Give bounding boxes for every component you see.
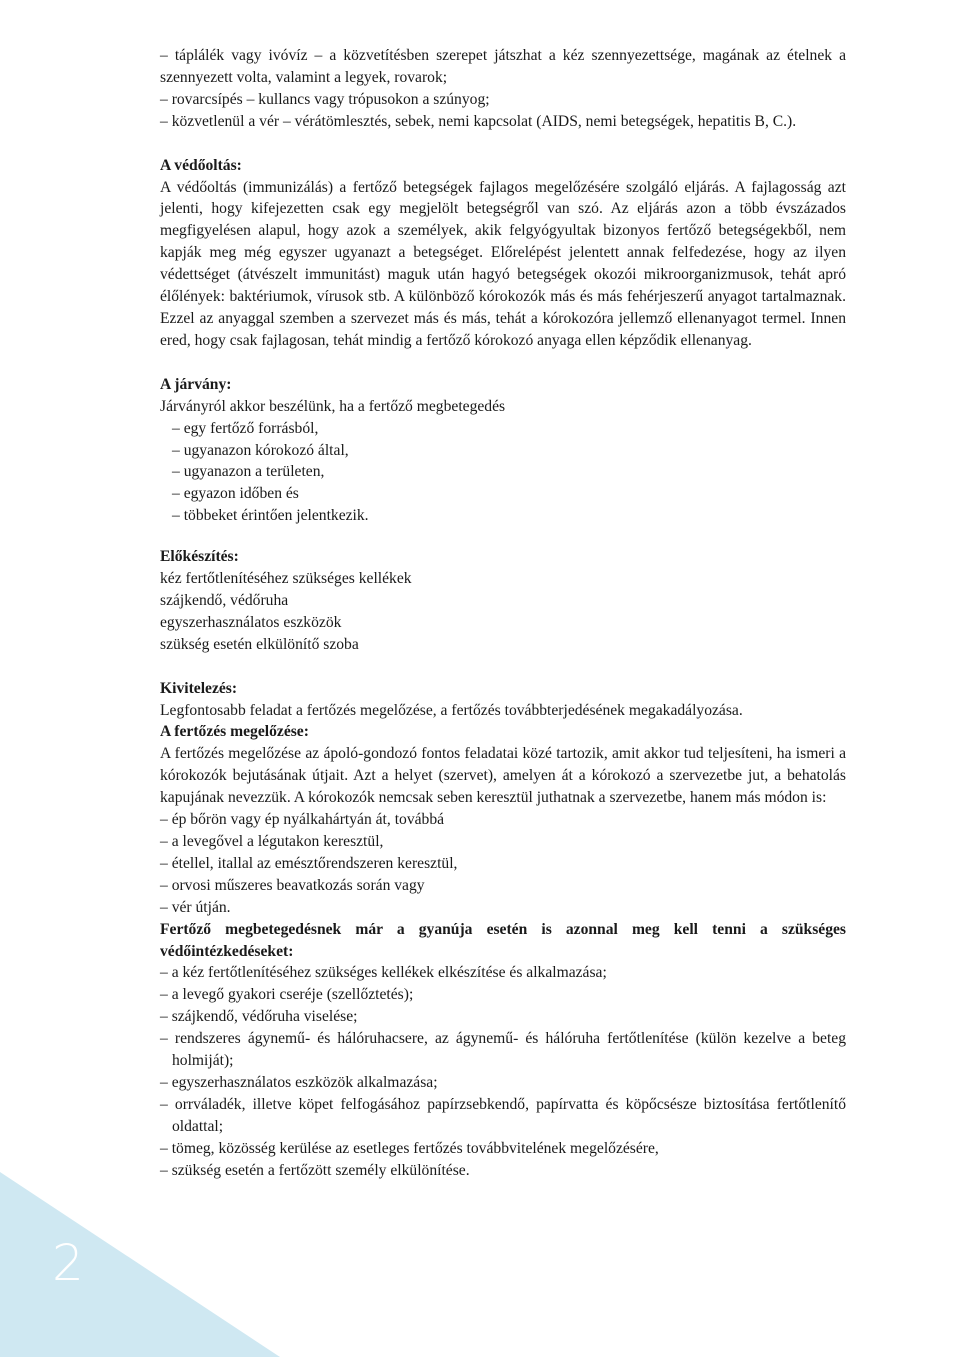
page-number: 2 <box>52 1234 84 1292</box>
paragraph-megelozes: A fertőzés megelőzése az ápoló-gondozó fontos feladatai közé tartozik, amit akkor tud teljesíteni, ha ismeri a kórokozók bejutásának útjait. Azt a helyet (szervet), amelyen át a kórokozó a szervezetbe jut, a behatolás kapujának nevezzük. A kórokozók nemcsak seben keresztül juthatnak a szervezetbe, hanem más módon is: <box>160 745 846 807</box>
section-heading-megelozes: A fertőzés megelőzése: <box>160 723 309 741</box>
list-item: – a levegővel a légutakon keresztül, <box>160 833 384 850</box>
list-item: – egy fertőző forrásból, <box>172 419 319 437</box>
list-item: – étellel, itallal az emésztőrendszeren keresztül, <box>160 854 458 872</box>
section-heading-elokeszites: Előkészítés: <box>160 548 239 566</box>
section-heading-vedooltas: A védőoltás: <box>160 156 242 174</box>
list-item: – a kéz fertőtlenítéséhez szükséges kellékek elkészítése és alkalmazása; <box>160 964 607 982</box>
paragraph-jarvany-intro: Járványról akkor beszélünk, ha a fertőző megbetegedés <box>160 397 506 415</box>
list-item: – többeket érintően jelentkezik. <box>172 507 369 525</box>
list-item: – táplálék vagy ivóvíz – a közvetítésben szerepet játszhat a kéz szennyezettsége, magának az ételnek a szennyezett volta, valamint a legyek, rovarok; <box>160 47 846 86</box>
list-item: – ép bőrön vagy ép nyálkahártyán át, továbbá <box>160 811 445 829</box>
list-item: – szükség esetén a fertőzött személy elkülönítése. <box>160 1161 470 1179</box>
list-item: – rendszeres ágynemű- és hálóruhacsere, az ágynemű- és hálóruha fertőtlenítése (külön kezelve a beteg holmiját); <box>160 1030 846 1070</box>
list-item: – rovarcsípés – kullancs vagy trópusokon a szúnyog; <box>160 90 490 108</box>
list-item: szükség esetén elkülönítő szoba <box>160 635 359 653</box>
list-item: – ugyanazon a területen, <box>172 463 325 481</box>
list-item: szájkendő, védőruha <box>160 591 289 609</box>
list-item: – szájkendő, védőruha viselése; <box>160 1008 358 1026</box>
document-body <box>160 45 846 1182</box>
section-heading-jarvany: A járvány: <box>160 375 232 393</box>
paragraph-kivitelezes: Legfontosabb feladat a fertőzés megelőzése, a fertőzés továbbterjedésének megakadályozása. <box>160 701 743 719</box>
list-item: – orrváladék, illetve köpet felfogásához papírzsebkendő, papírvatta és köpőcsésze biztosítása fertőtlenítő oldattal; <box>160 1095 846 1135</box>
list-item: – egyazon időben és <box>172 485 299 503</box>
list-item: kéz fertőtlenítéséhez szükséges kellékek <box>160 570 412 588</box>
paragraph-vedooltas: A védőoltás (immunizálás) a fertőző betegségek fajlagos megelőzésére szolgáló eljárás. A fajlagosság azt jelenti, hogy kifejezetten csak egy megjelölt betegségről van szó. Az eljárás azon a több évszázados megfigyelésen alapul, hogy azok a személyek, akik felgyógyultak bizonyos fertőző betegségekből, nem kapják meg még egyszer ugyanazt a betegséget. Előrelépést jelentett annak felfedezése, hogy az ilyen védettséget (átvészelt immunitást) maguk után hagyó betegségek okozói mikroorganizmusok, tehát apró élőlények: baktériumok, vírusok stb. A különböző kórokozók más és más fehérjeszerű anyagot tartalmaznak. Ezzel az anyaggal szemben a szervezet más és más, tehát a kórokozóra jellemző ellenanyagot termel. Innen ered, hogy csak fajlagosan, tehát mindig a fertőző kórokozó anyaga ellen képződik ellenanyag. <box>160 178 846 349</box>
list-item: – közvetlenül a vér – vérátömlesztés, sebek, nemi kapcsolat (AIDS, nemi betegségek, hepatitis B, C.). <box>160 112 797 130</box>
list-item: – ugyanazon kórokozó által, <box>172 441 349 459</box>
list-item: – orvosi műszeres beavatkozás során vagy <box>160 876 425 894</box>
list-item: – vér útján. <box>160 898 231 916</box>
list-item: – egyszerhasználatos eszközök alkalmazása; <box>160 1073 438 1091</box>
list-item: egyszerhasználatos eszközök <box>160 613 342 631</box>
list-item: – a levegő gyakori cseréje (szellőztetés); <box>160 986 414 1004</box>
section-heading-kivitelezes: Kivitelezés: <box>160 679 238 697</box>
list-item: – tömeg, közösség kerülése az esetleges fertőzés továbbvitelének megelőzésére, <box>160 1139 659 1157</box>
section-heading-intezkedesek: Fertőző megbetegedésnek már a gyanúja esetén is azonnal meg kell tenni a szükséges védőintézkedéseket: <box>160 920 846 960</box>
